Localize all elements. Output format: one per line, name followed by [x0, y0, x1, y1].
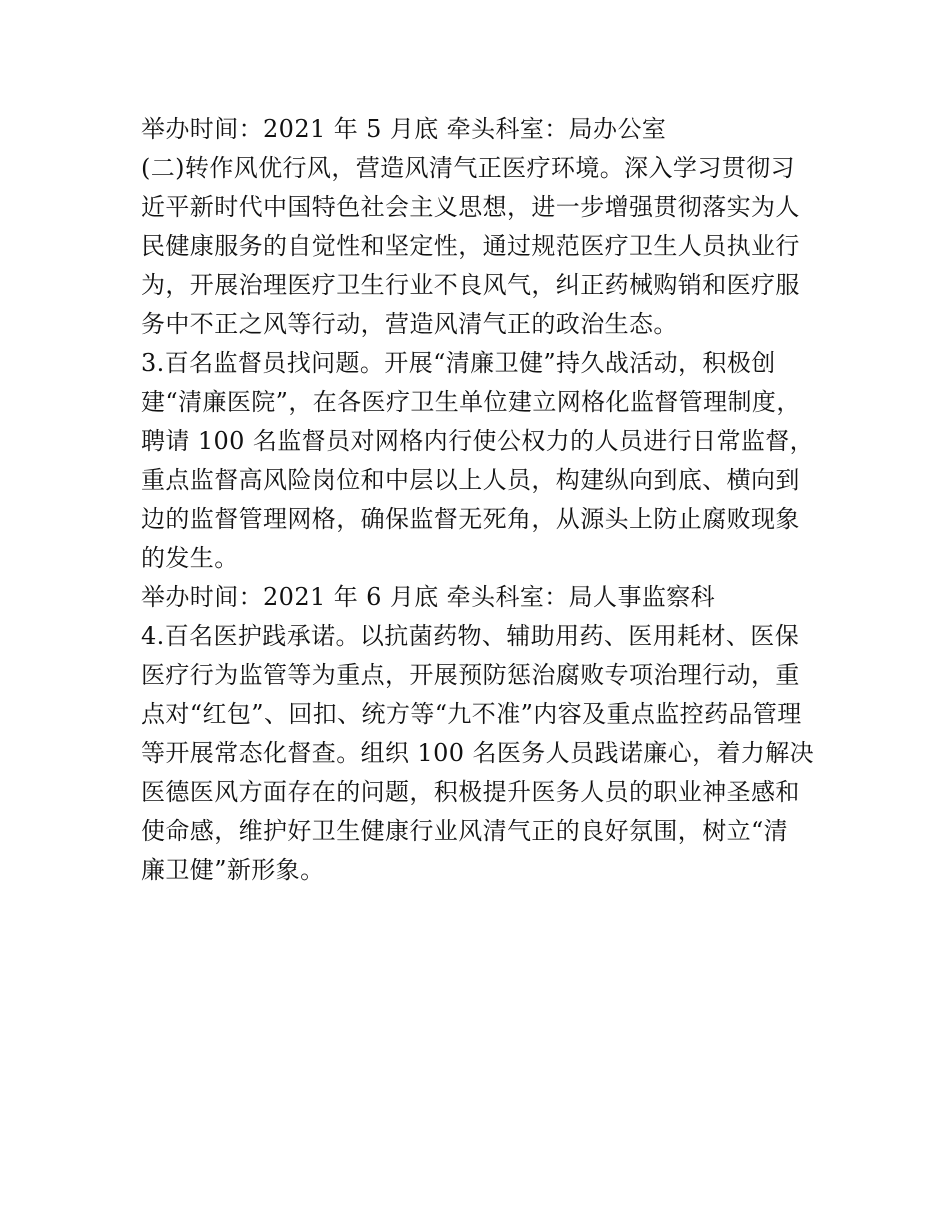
- paragraph-line: 点对“红包”、回扣、统方等“九不准”内容及重点监控药品管理: [141, 700, 802, 728]
- paragraph-line: 重点监督高风险岗位和中层以上人员，构建纵向到底、横向到: [141, 466, 800, 494]
- schedule-line-may: 举办时间：2021 年 5 月底 牵头科室：局办公室: [141, 115, 667, 143]
- paragraph-line: 等开展常态化督查。组织 100 名医务人员践诺廉心，着力解决: [141, 739, 815, 767]
- section-heading-two: (二)转作风优行风，营造风清气正医疗环境。深入学习贯彻习: [141, 154, 795, 182]
- schedule-line-june: 举办时间：2021 年 6 月底 牵头科室：局人事监察科: [141, 583, 716, 611]
- paragraph-line: 廉卫健”新形象。: [141, 856, 325, 884]
- paragraph-line: 近平新时代中国特色社会主义思想，进一步增强贯彻落实为人: [141, 193, 800, 221]
- paragraph-line: 聘请 100 名监督员对网格内行使公权力的人员进行日常监督，: [141, 427, 815, 455]
- item-three-heading: 3.百名监督员找问题。开展“清廉卫健”持久战活动，积极创: [141, 349, 776, 377]
- item-four-heading: 4.百名医护践承诺。以抗菌药物、辅助用药、医用耗材、医保: [141, 622, 800, 650]
- paragraph-line: 医德医风方面存在的问题，积极提升医务人员的职业神圣感和: [141, 778, 800, 806]
- paragraph-line: 务中不正之风等行动，营造风清气正的政治生态。: [141, 310, 678, 338]
- paragraph-line: 民健康服务的自觉性和坚定性，通过规范医疗卫生人员执业行: [141, 232, 800, 260]
- paragraph-line: 医疗行为监管等为重点，开展预防惩治腐败专项治理行动，重: [141, 661, 800, 689]
- paragraph-line: 建“清廉医院”，在各医疗卫生单位建立网格化监督管理制度，: [141, 388, 801, 416]
- paragraph-line: 的发生。: [141, 544, 239, 572]
- paragraph-line: 使命感，维护好卫生健康行业风清气正的良好氛围，树立“清: [141, 817, 789, 845]
- document-body: [141, 110, 821, 890]
- paragraph-line: 为，开展治理医疗卫生行业不良风气，纠正药械购销和医疗服: [141, 271, 800, 299]
- paragraph-line: 边的监督管理网格，确保监督无死角，从源头上防止腐败现象: [141, 505, 800, 533]
